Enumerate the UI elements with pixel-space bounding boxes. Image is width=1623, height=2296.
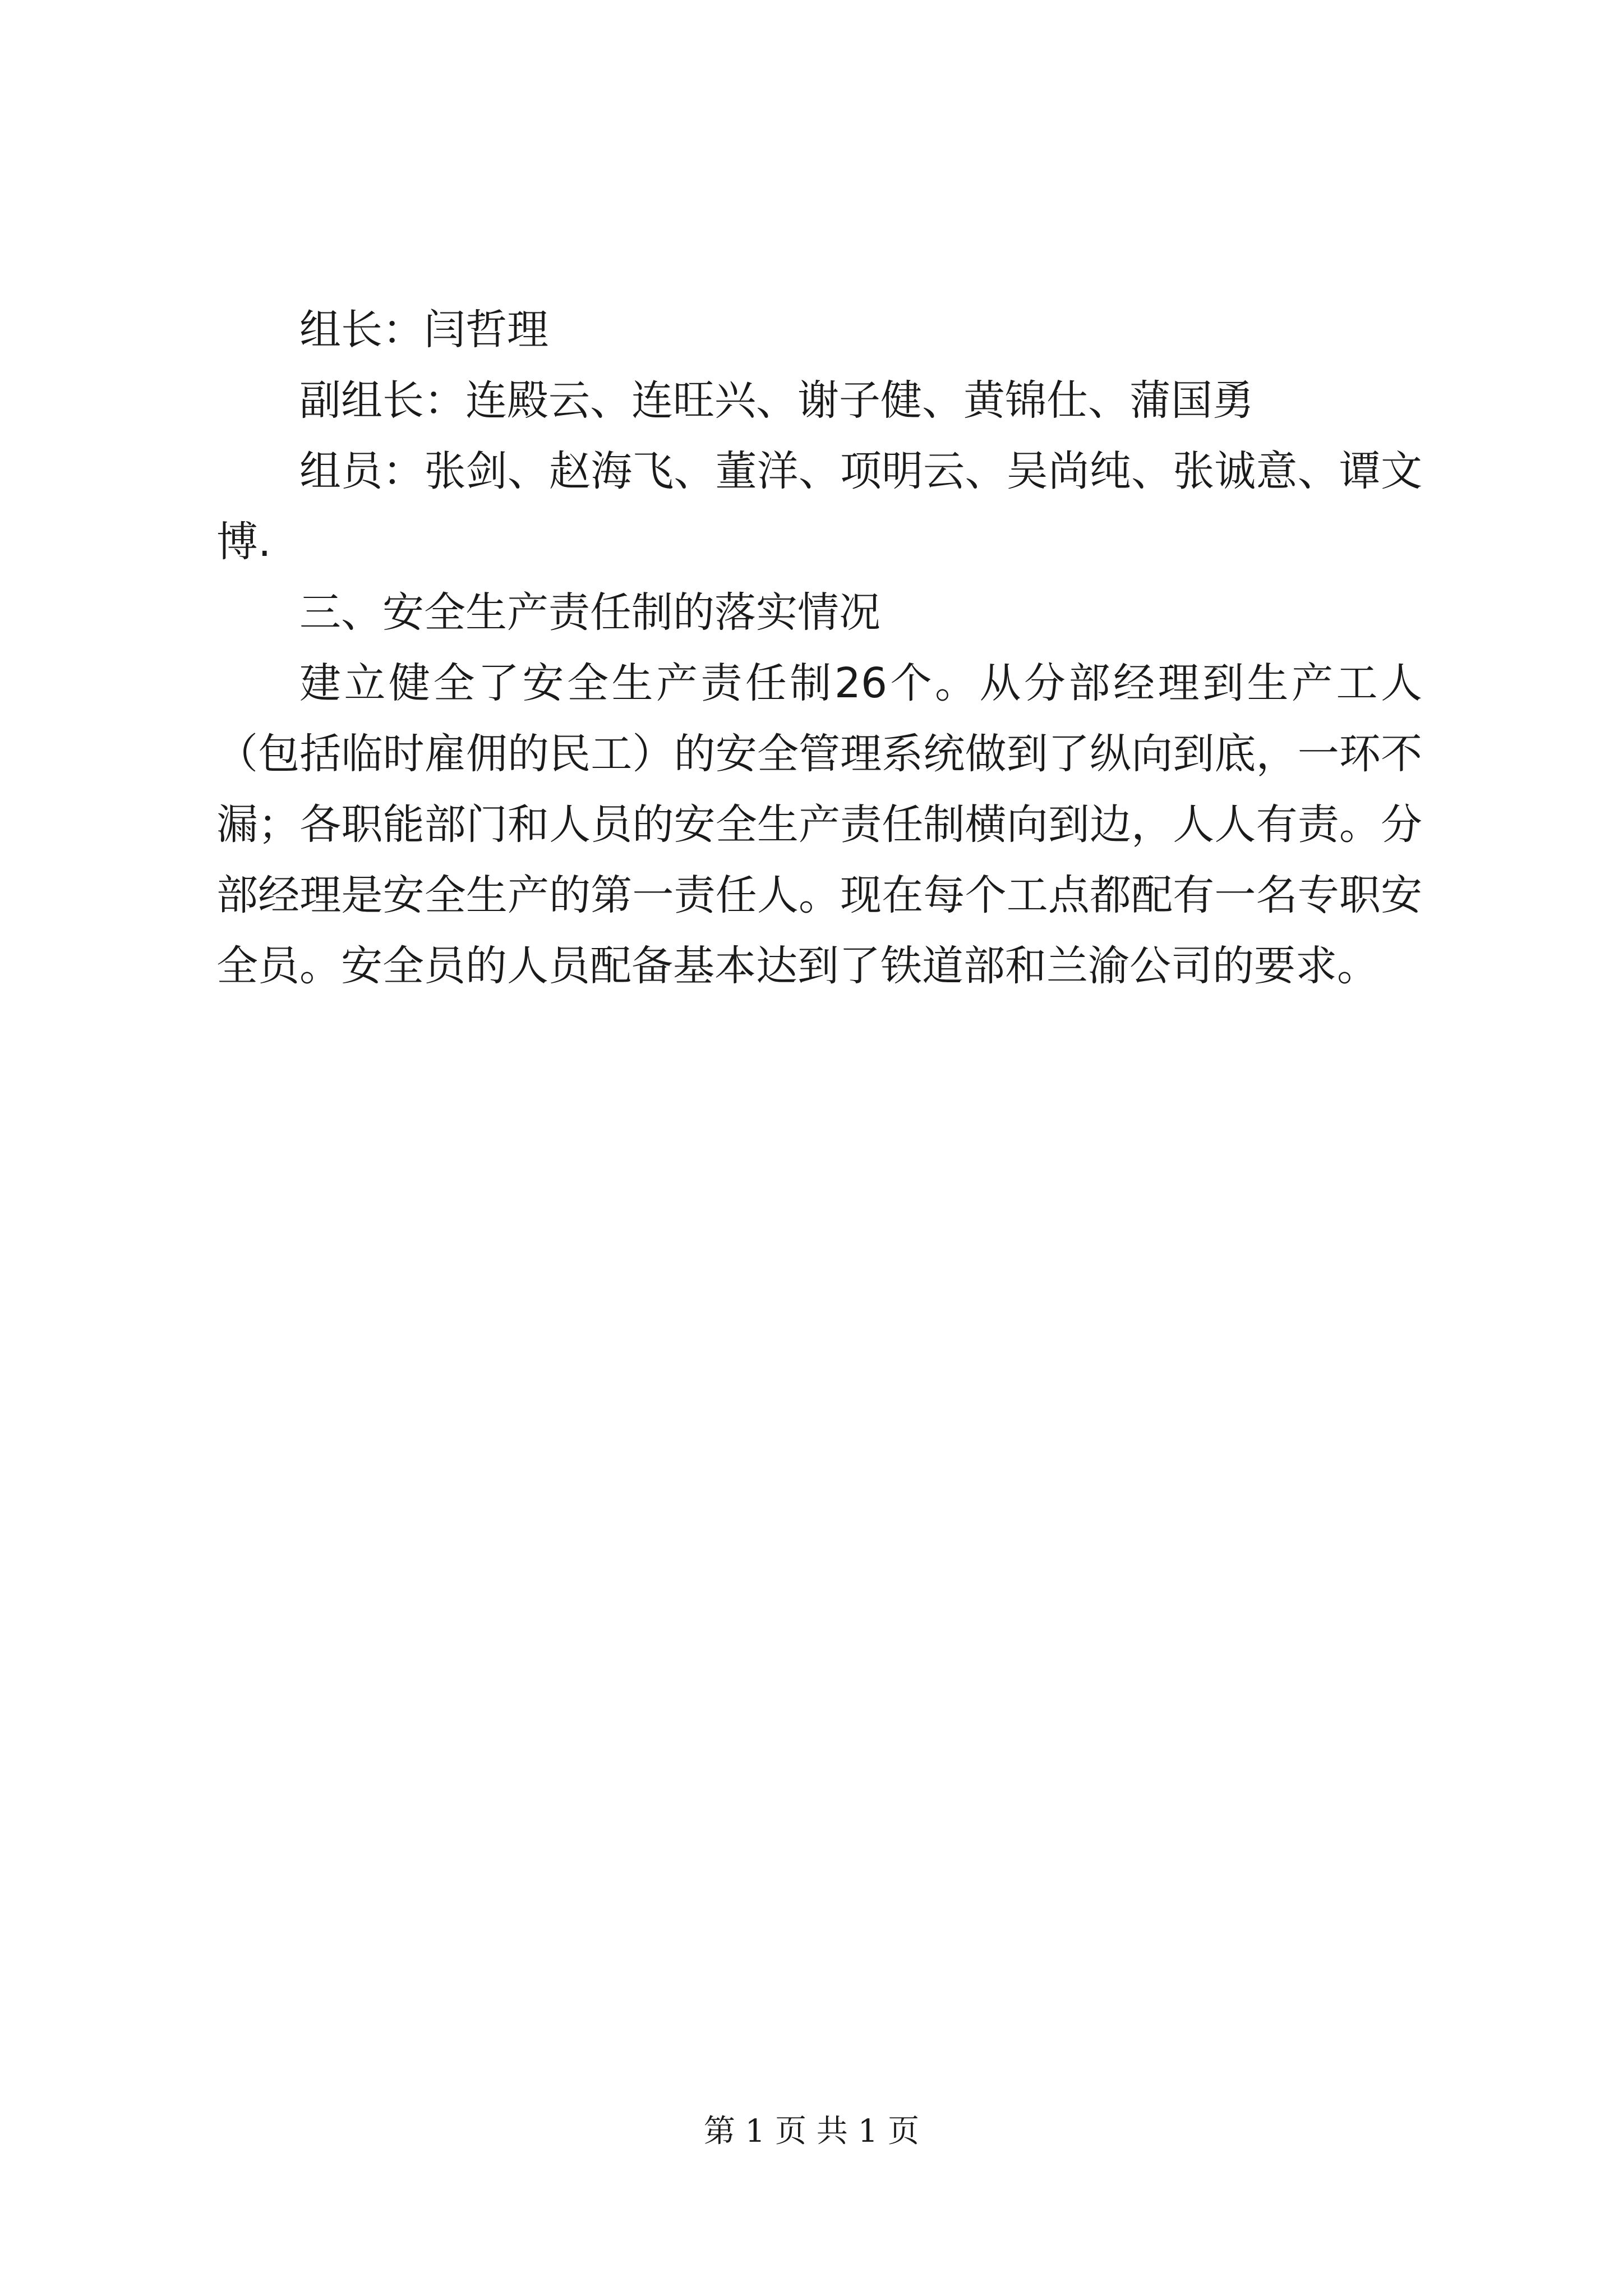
page-footer: 第 1 页 共 1 页 bbox=[703, 2113, 920, 2150]
paragraph-deputy-leaders: 副组长：连殿云、连旺兴、谢子健、黄锦仕、蒲国勇 bbox=[299, 376, 1254, 425]
paragraph-responsibility-system: 建立健全了安全生产责任制26个。从分部经理到生产工人（包括临时雇佣的民工）的安全管理系统做到了纵向到底，一环不漏；各职能部门和人员的安全生产责任制横向到边，人人有责。分部经理是安全生产的第一责任人。现在每个工点都配有一名专职安全员。安全员的人员配备基本达到了铁道部和兰渝公司的要求。 bbox=[216, 659, 1422, 990]
paragraph-team-leader: 组长：闫哲理 bbox=[299, 306, 548, 354]
document-body bbox=[216, 295, 1422, 1001]
paragraph-team-members: 组员：张剑、赵海飞、董洋、项明云、吴尚纯、张诚意、谭文博. bbox=[216, 447, 1422, 566]
section-heading: 三、安全生产责任制的落实情况 bbox=[299, 588, 880, 637]
